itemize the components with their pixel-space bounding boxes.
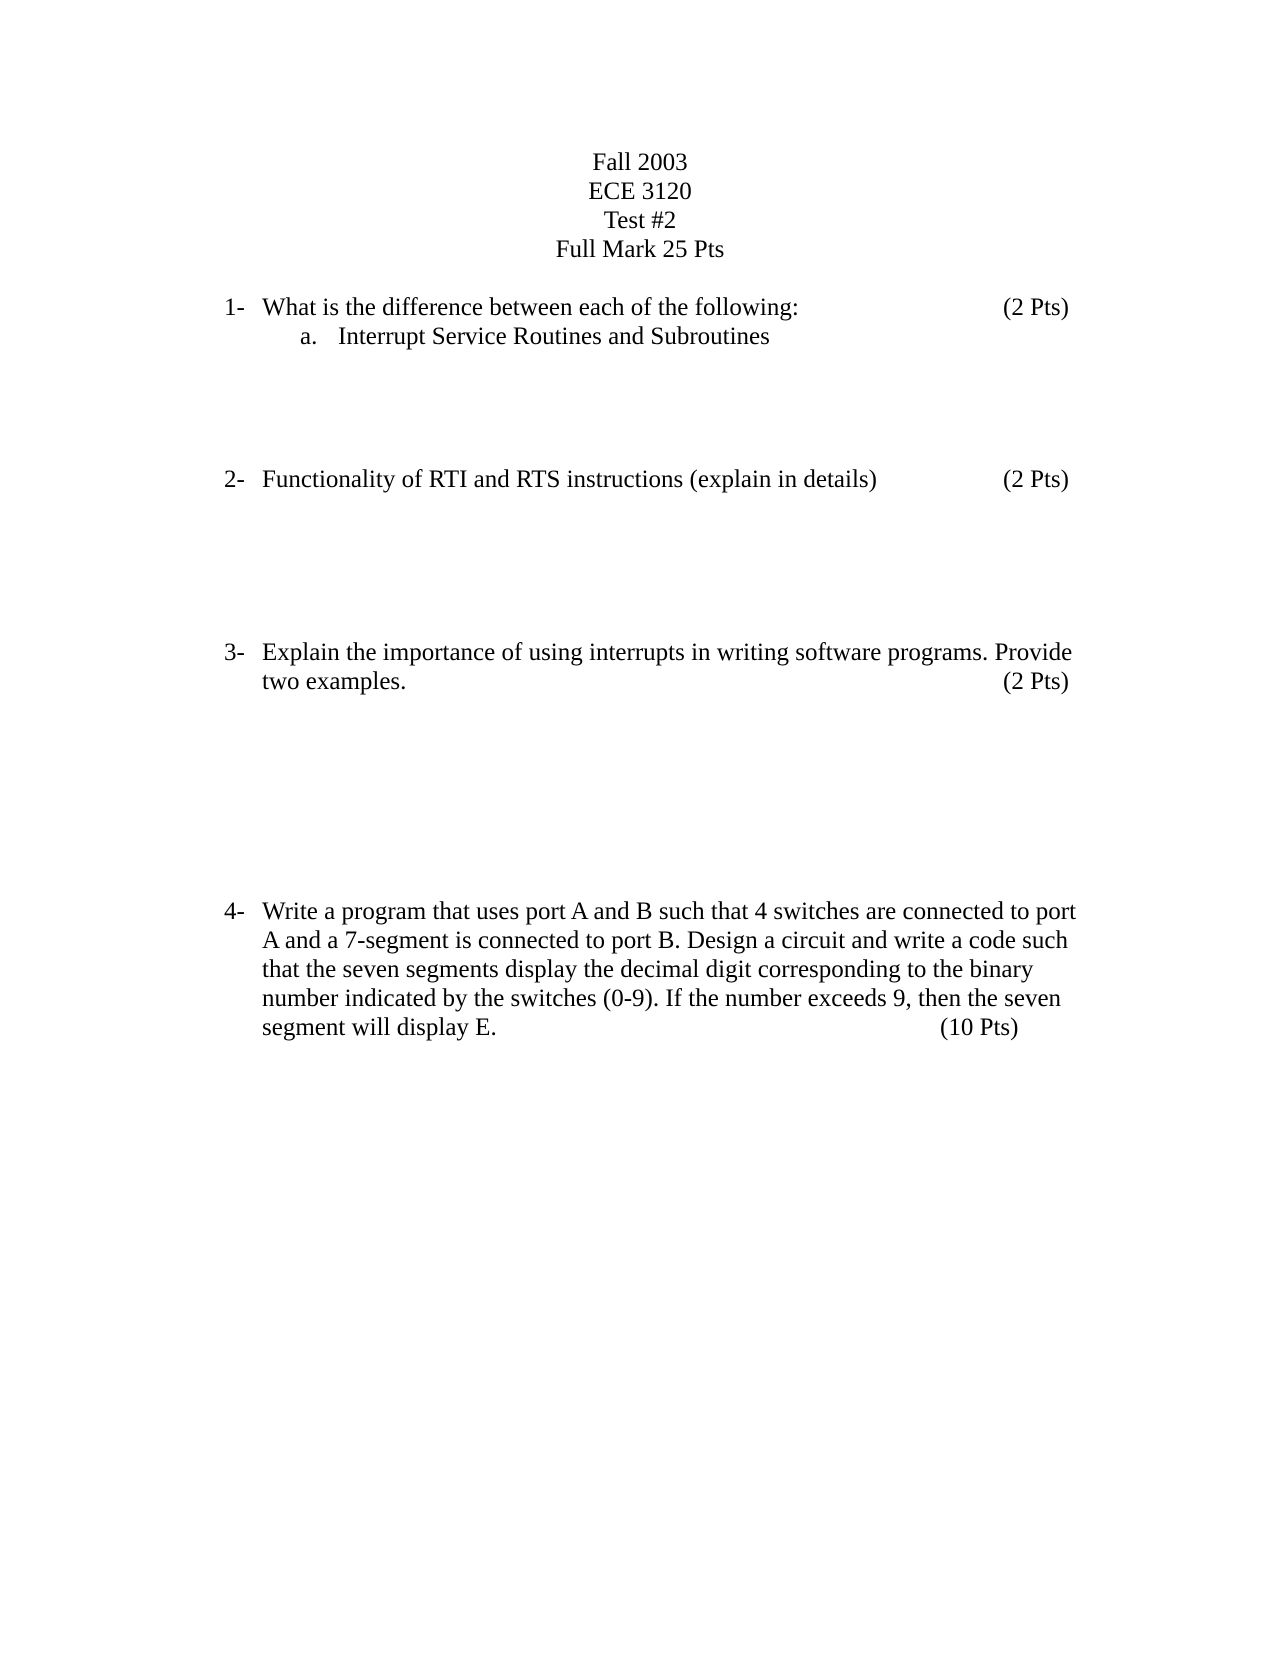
question-number: 2-: [224, 466, 245, 493]
question-line: Write a program that uses port A and B such that 4 switches are connected to port: [262, 898, 1077, 925]
sub-question-letter: a.: [300, 323, 318, 350]
question-line: Explain the importance of using interrupts in writing software programs. Provide: [262, 639, 1073, 666]
full-mark: Full Mark 25 Pts: [555, 236, 725, 263]
exam-header: [0, 148, 1280, 264]
test-number: Test #2: [603, 207, 677, 234]
question-line: What is the difference between each of the following:: [262, 294, 799, 321]
exam-term: Fall 2003: [592, 149, 688, 176]
question-points: (2 Pts): [1003, 294, 1069, 321]
question-line: Functionality of RTI and RTS instructions (explain in details): [262, 466, 877, 493]
question-points: (2 Pts): [1003, 466, 1069, 493]
question-number: 3-: [224, 639, 245, 666]
question-points: (2 Pts): [1003, 668, 1069, 695]
sub-question-text: Interrupt Service Routines and Subroutines: [338, 323, 770, 350]
question-text: [262, 465, 1084, 494]
question-number: 1-: [224, 294, 245, 321]
question-text: [262, 638, 1084, 696]
question-number: 4-: [224, 898, 245, 925]
question-line: A and a 7-segment is connected to port B. Design a circuit and write a code such: [262, 927, 1069, 954]
question-text: [262, 293, 1084, 322]
course-code: ECE 3120: [588, 178, 692, 205]
question-line: segment will display E.: [262, 1014, 497, 1041]
question-line: that the seven segments display the decimal digit corresponding to the binary: [262, 956, 1034, 983]
question-points: (10 Pts): [940, 1014, 1019, 1041]
question-line: two examples.: [262, 668, 407, 695]
question-line: number indicated by the switches (0-9). If the number exceeds 9, then the seven: [262, 985, 1062, 1012]
